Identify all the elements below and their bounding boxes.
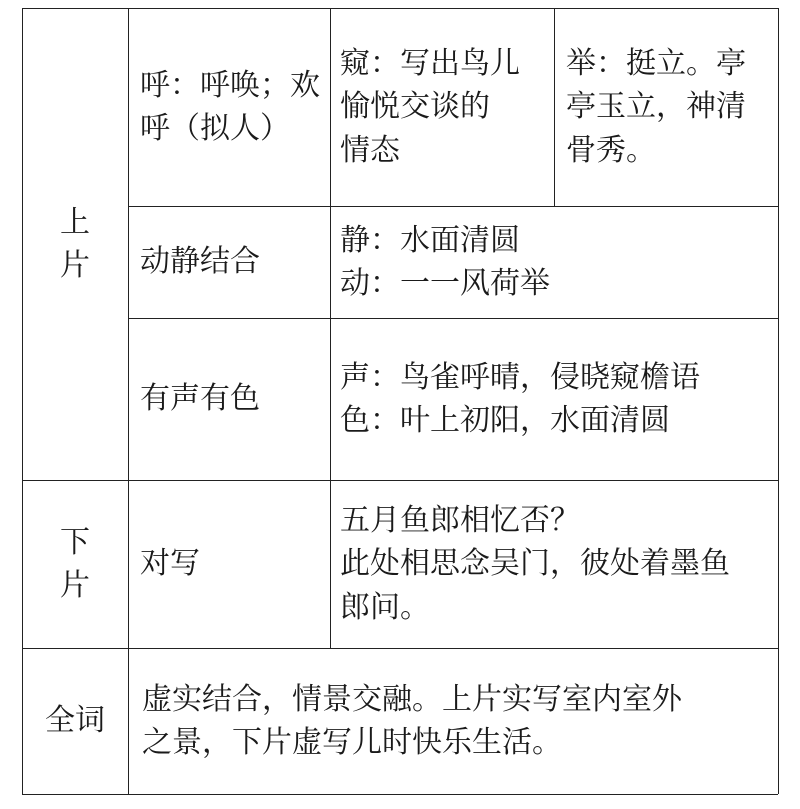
row1-technique-cell	[128, 8, 330, 206]
row1-detail-a: 窥：写出鸟儿 愉悦交谈的 情态	[340, 45, 520, 168]
analysis-table	[22, 8, 778, 794]
row5-summary-cell	[128, 648, 778, 794]
row2-technique: 动静结合	[140, 244, 260, 280]
row3-technique-cell	[128, 318, 330, 480]
row4-detail-cell	[330, 480, 778, 648]
row4-technique-cell	[128, 480, 330, 648]
row3-detail-cell	[330, 318, 778, 480]
row1-technique: 呼：呼唤；欢 呼（拟人）	[140, 67, 320, 146]
row1-detail-a-cell	[330, 8, 554, 206]
table-border-bottom	[22, 794, 778, 795]
row4-detail-line: 此处相思念吴门，彼处着墨鱼	[340, 546, 730, 582]
row2-detail-cell	[330, 206, 778, 318]
row3-technique: 有声有色	[140, 381, 260, 417]
row4-detail-line: 五月鱼郎相忆否？	[340, 502, 580, 538]
row1-detail-b: 举：挺立。亭 亭玉立，神清 骨秀。	[566, 45, 746, 168]
section-upper-cell	[22, 8, 128, 480]
row4-technique: 对写	[140, 546, 200, 582]
row2-detail-line: 静：水面清圆	[340, 222, 520, 258]
row1-detail-b-cell	[554, 8, 778, 206]
row5-summary-line: 虚实结合，情景交融。上片实写室内室外	[142, 681, 682, 717]
row5-summary-line: 之景，下片虚写儿时快乐生活。	[142, 725, 562, 760]
section-lower-label: 下 片	[60, 524, 90, 603]
section-whole-cell	[22, 648, 128, 794]
row3-detail-line: 色：叶上初阳，水面清圆	[340, 403, 670, 438]
section-lower-cell	[22, 480, 128, 648]
table-border-right	[778, 8, 779, 794]
row2-detail-line: 动：一一风荷举	[340, 266, 550, 301]
row3-detail-line: 声：鸟雀呼晴，侵晓窥檐语	[340, 359, 700, 395]
row2-technique-cell	[128, 206, 330, 318]
section-upper-label: 上 片	[60, 204, 90, 283]
row4-detail-line: 郎问。	[340, 589, 430, 625]
section-whole-label: 全词	[45, 703, 105, 739]
